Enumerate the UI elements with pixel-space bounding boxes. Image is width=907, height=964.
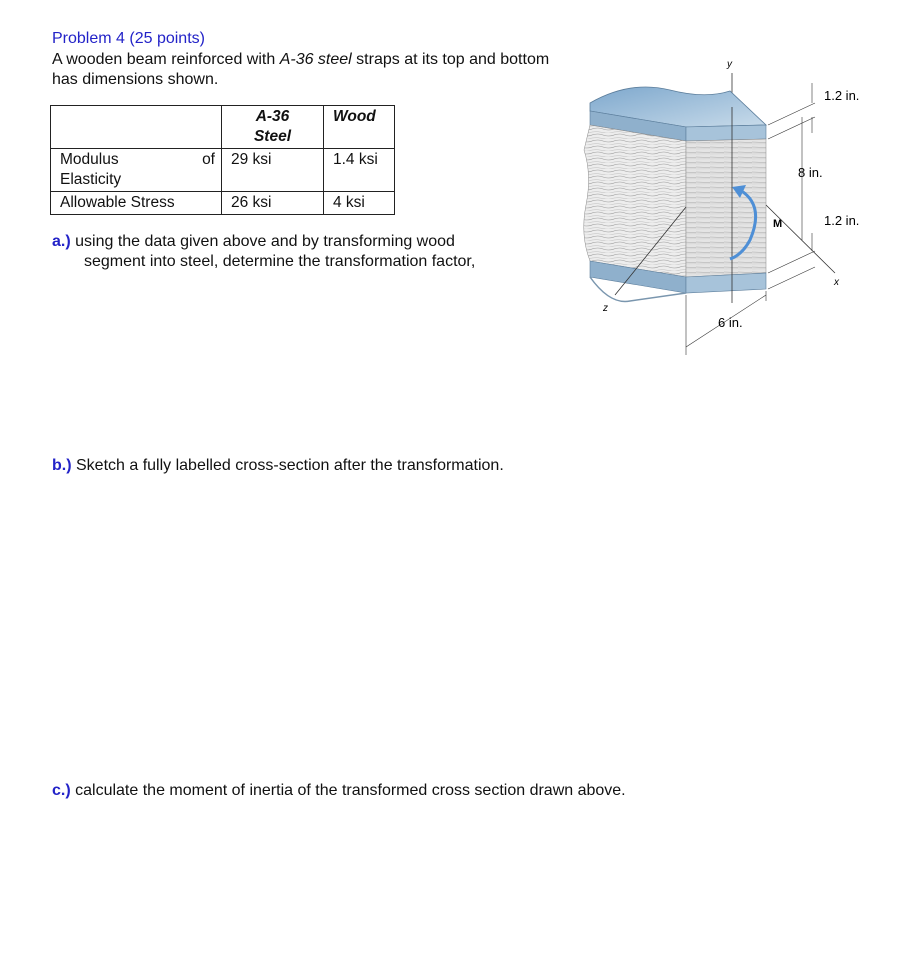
- question-c-label: c.): [52, 782, 71, 799]
- row-label-modulus: [51, 149, 222, 192]
- dim-top-ext1: [768, 103, 815, 125]
- y-axis-label: y: [727, 59, 732, 70]
- dim-bottom-label: 1.2 in.: [824, 213, 860, 228]
- top-steel-side: [686, 125, 766, 141]
- cell-steel-modulus: 29 ksi: [222, 149, 324, 192]
- dim-bottom-ext2: [768, 267, 815, 289]
- beam-figure: [570, 55, 890, 365]
- row-label-modulus-word: Modulus: [60, 151, 119, 168]
- table-corner-cell: [51, 106, 222, 149]
- x-axis-label: x: [834, 277, 839, 288]
- header-wood: Wood: [324, 106, 395, 149]
- problem-title: Problem 4 (25 points): [52, 30, 205, 47]
- dim-width-label: 6 in.: [718, 315, 743, 330]
- question-c: [52, 781, 626, 801]
- question-b-label: b.): [52, 457, 72, 474]
- dim-bottom-ext1: [768, 251, 815, 273]
- material-properties-table: [50, 105, 395, 215]
- moment-label: M: [773, 218, 783, 230]
- question-b: [52, 456, 504, 476]
- question-a: [52, 232, 552, 272]
- cell-steel-stress: 26 ksi: [222, 192, 324, 215]
- cell-wood-stress: 4 ksi: [324, 192, 395, 215]
- row-label-of-word: of: [202, 151, 215, 168]
- row-label-elasticity-word: Elasticity: [60, 171, 122, 188]
- intro-text-1: A wooden beam reinforced with: [52, 51, 280, 68]
- intro-steel-italic: A-36 steel: [279, 51, 352, 68]
- problem-statement: [52, 50, 562, 90]
- intro-text-2: straps at its top and bottom has dimensions shown.: [52, 51, 550, 88]
- wood-front-face: [584, 125, 686, 277]
- dim-height-label: 8 in.: [798, 165, 823, 180]
- cell-wood-modulus: 1.4 ksi: [324, 149, 395, 192]
- question-b-text: Sketch a fully labelled cross-section after the transformation.: [76, 457, 504, 474]
- dim-top-ext2: [768, 117, 815, 139]
- dim-top-label: 1.2 in.: [824, 88, 860, 103]
- table-header-row: [51, 106, 395, 149]
- table-row: [51, 149, 395, 192]
- question-a-line1: using the data given above and by transforming wood: [75, 233, 455, 250]
- question-a-line2: segment into steel, determine the transformation factor,: [84, 253, 476, 270]
- header-steel-line2: Steel: [253, 128, 292, 145]
- row-label-allowable-stress: Allowable Stress: [51, 192, 222, 215]
- table-row: [51, 192, 395, 215]
- header-steel: [222, 106, 324, 149]
- question-c-text: calculate the moment of inertia of the transformed cross section drawn above.: [75, 782, 626, 799]
- z-axis-label: z: [603, 303, 608, 314]
- question-a-label: a.): [52, 233, 71, 250]
- header-steel-line1: A-36: [255, 108, 290, 125]
